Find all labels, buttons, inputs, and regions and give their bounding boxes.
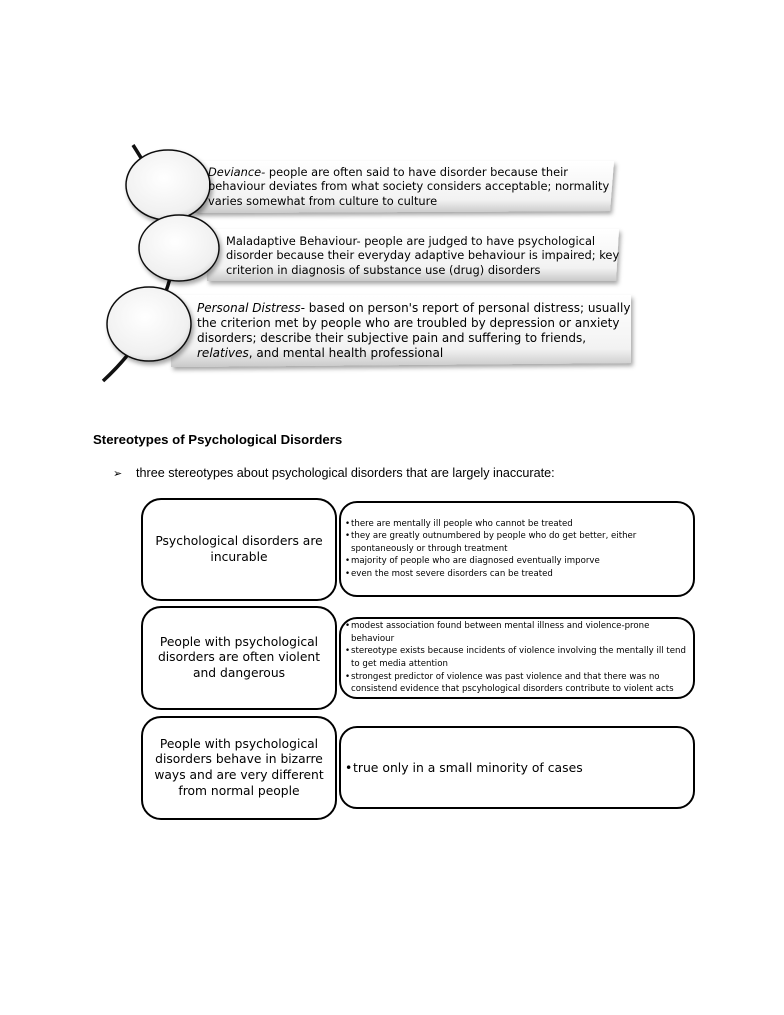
stereotype-point: • strongest predictor of violence was past violence and that there was no consistend evidence that pscyhological disorders contribute to violent acts <box>345 671 687 696</box>
stereotype-label-box <box>141 606 337 710</box>
criterion-description: people are often said to have disorder because their behaviour deviates from what society considers acceptable; normality varies somewhat from culture to culture <box>208 165 610 208</box>
arrow-bullet-icon: ➢ <box>113 468 123 480</box>
stereotype-points <box>345 620 687 696</box>
criterion-maladaptive-behaviour <box>226 234 636 277</box>
stereotype-details-box <box>339 617 695 699</box>
stereotype-label: Psychological disorders are incurable <box>155 533 323 564</box>
criterion-term: Deviance- <box>208 165 266 179</box>
stereotype-details-box <box>339 726 695 809</box>
criterion-term: Personal Distress- <box>197 301 305 315</box>
stereotype-point: • they are greatly outnumbered by people who do get better, either spontaneously or through treatment <box>345 530 687 555</box>
stereotype-point: • majority of people who are diagnosed eventually imporve <box>345 555 687 568</box>
stereotype-point: • modest association found between mental illness and violence-prone behaviour <box>345 620 687 645</box>
stereotype-details-box <box>339 501 695 597</box>
section-title: Stereotypes of Psychological Disorders <box>93 432 343 447</box>
criterion-term: Maladaptive Behaviour- <box>226 234 361 248</box>
stereotype-label-box <box>141 716 337 820</box>
stereotype-point: • there are mentally ill people who cannot be treated <box>345 518 687 531</box>
criteria-diagram <box>95 135 655 385</box>
stereotype-points <box>345 760 687 776</box>
criterion-personal-distress <box>197 301 637 361</box>
criterion-description-end: , and mental health professional <box>248 346 444 360</box>
stereotype-point: • stereotype exists because incidents of violence involving the mentally ill tend to get media attention <box>345 645 687 670</box>
criterion-description: people are judged to have psychological disorder because their everyday adaptive behaviour is impaired; key criterion in diagnosis of substance use (drug) disorders <box>226 234 620 277</box>
stereotype-label: People with psychological disorders are often violent and dangerous <box>157 634 321 680</box>
stereotype-label: People with psychological disorders behave in bizarre ways and are very different from normal people <box>154 736 324 798</box>
criterion-deviance <box>208 165 628 208</box>
stereotype-point: • true only in a small minority of cases <box>345 760 687 776</box>
stereotype-label-box <box>141 498 337 601</box>
stereotype-points <box>345 518 687 581</box>
stereotype-point: • even the most severe disorders can be treated <box>345 568 687 581</box>
bullet-item <box>113 466 555 480</box>
criterion-description: based on person's report of personal distress; usually the criterion met by people who are troubled by depression or anxiety disorders; describe their subjective pain and suffering to friends, <box>197 301 631 345</box>
bullet-text: three stereotypes about psychological disorders that are largely inaccurate: <box>136 466 555 480</box>
criterion-italic-word: relatives <box>197 346 249 360</box>
